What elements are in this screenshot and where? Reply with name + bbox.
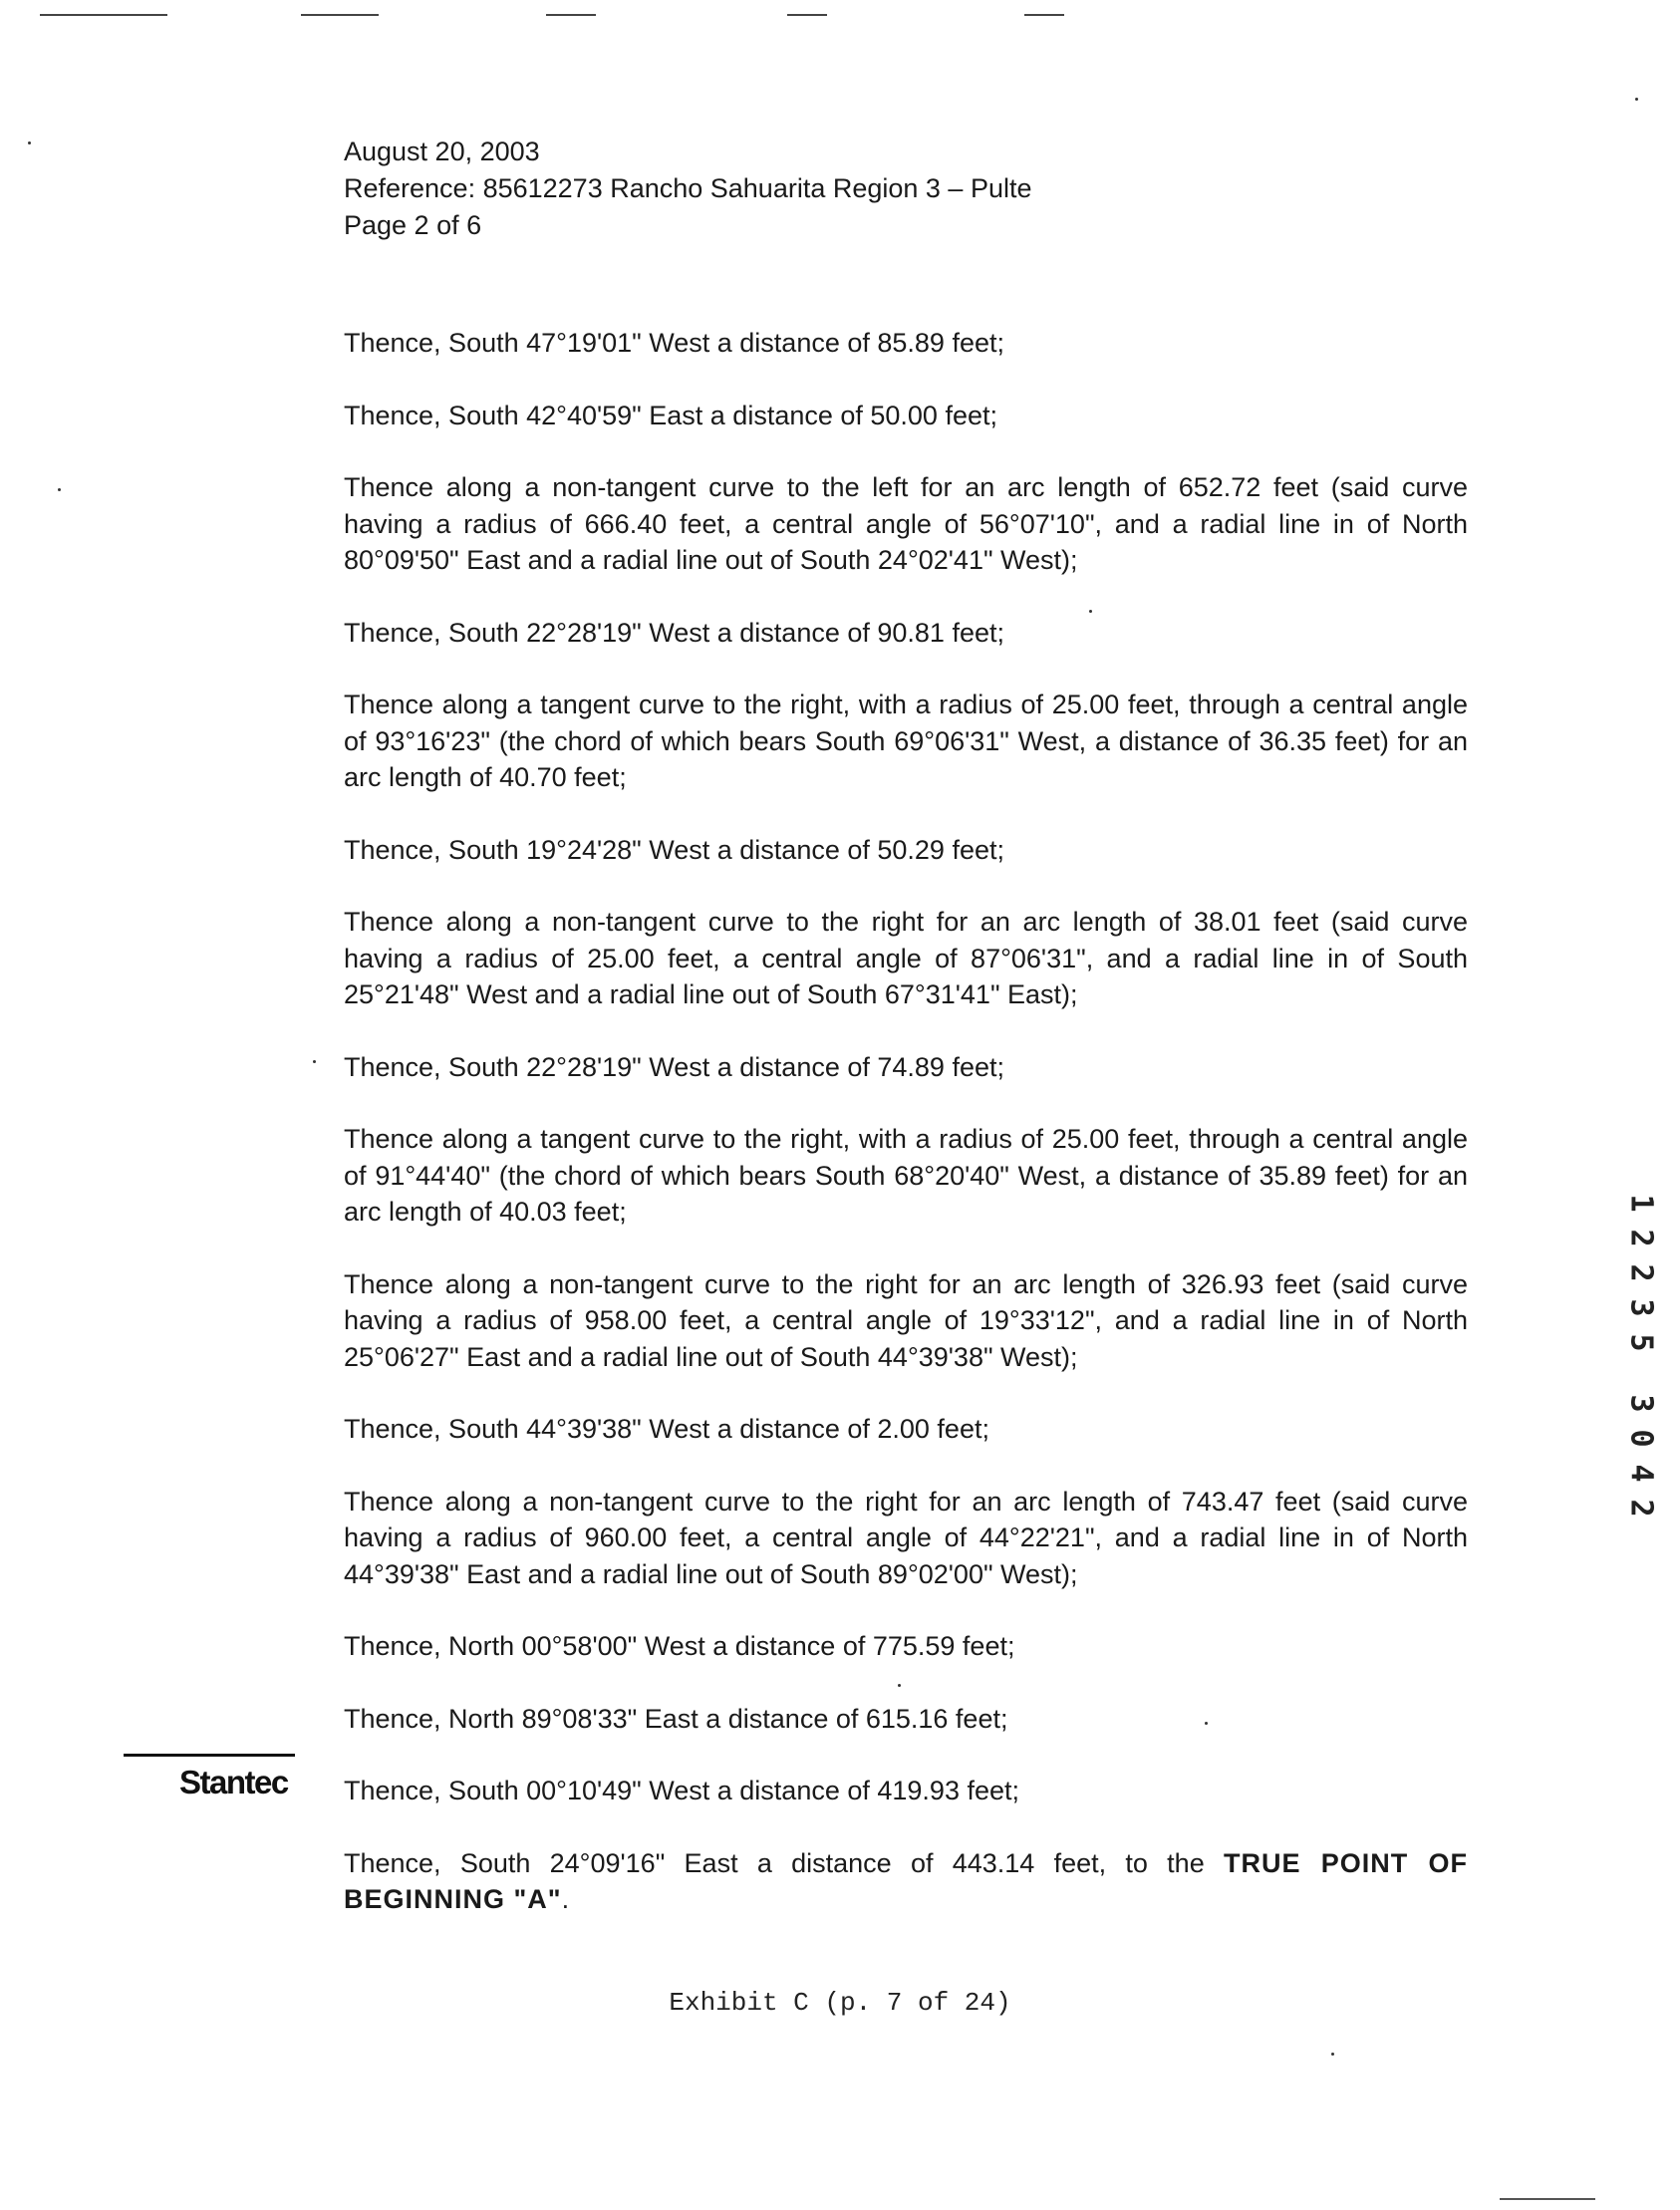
course-paragraph: Thence, South 47°19'01" West a distance of 85.89 feet;: [344, 328, 1004, 358]
scan-speck: [313, 1060, 316, 1063]
course-paragraph: Thence, South 00°10'49" West a distance of 419.93 feet;: [344, 1776, 1019, 1805]
stamp-digit: 3: [1623, 1298, 1659, 1317]
curve-paragraph: Thence along a non-tangent curve to the left for an arc length of 652.72 feet (said curve having a radius of 666.40 feet, a central angle of 56°07'10", and a radial line in of North 80°09'50" East and a radial line out of South 24°02'41" West);: [344, 472, 1468, 575]
recording-stamp: [1623, 1186, 1659, 1525]
scan-artifact-rule: [1500, 2198, 1595, 2200]
curve-paragraph: Thence along a tangent curve to the right, with a radius of 25.00 feet, through a central angle of 91°44'40" (the chord of which bears South 68°20'40" West, a distance of 35.89 feet) for an arc length of 40.03 feet;: [344, 1124, 1468, 1227]
stamp-digit: 0: [1623, 1429, 1659, 1448]
true-point-of-beginning: TRUE POINT OF BEGINNING "A": [344, 1847, 1469, 1914]
stamp-gap: [1626, 1360, 1656, 1386]
scan-artifact-rule: [1024, 14, 1064, 16]
curve-paragraph: Thence along a non-tangent curve to the right for an arc length of 743.47 feet (said curve having a radius of 960.00 feet, a central angle of 44°22'21", and a radial line in of North 44°39'38" East and a radial line out of South 89°02'00" West);: [344, 1486, 1468, 1589]
curve-paragraph: Thence along a non-tangent curve to the right for an arc length of 38.01 feet (said curve having a radius of 25.00 feet, a central angle of 87°06'31", and a radial line in of South 25°21'48" West and a radial line out of South 67°31'41" East);: [344, 907, 1468, 1009]
header-date: August 20, 2003: [344, 137, 540, 166]
scan-speck: [1635, 98, 1638, 101]
stamp-digit: 3: [1623, 1394, 1659, 1413]
exhibit-label: Exhibit C (p. 7 of 24): [669, 1988, 1011, 2018]
course-paragraph: Thence, South 44°39'38" West a distance of 2.00 feet;: [344, 1414, 989, 1444]
scan-artifact-rule: [546, 14, 596, 16]
header-page-number: Page 2 of 6: [344, 210, 482, 240]
stamp-digit: 2: [1623, 1229, 1659, 1247]
header-reference: Reference: 85612273 Rancho Sahuarita Region 3 – Pulte: [344, 173, 1032, 203]
course-paragraph: Thence, South 22°28'19" West a distance of 74.89 feet;: [344, 1051, 1004, 1082]
closing-period: .: [561, 1884, 570, 1914]
stamp-digit: 2: [1623, 1499, 1659, 1518]
scan-speck: [1331, 2053, 1334, 2056]
scan-artifact-rule: [40, 14, 167, 16]
course-paragraph: Thence, South 22°28'19" West a distance of 90.81 feet;: [344, 617, 1004, 648]
scan-artifact-rule: [301, 14, 379, 16]
stamp-digit: 2: [1623, 1263, 1659, 1282]
scan-speck: [58, 488, 61, 491]
course-paragraph: Thence, South 19°24'28" West a distance of 50.29 feet;: [344, 834, 1004, 865]
course-paragraph: Thence, North 89°08'33" East a distance of 615.16 feet;: [344, 1703, 1008, 1734]
closing-paragraph: [344, 1845, 1468, 1918]
curve-paragraph: Thence along a non-tangent curve to the right for an arc length of 326.93 feet (said curve having a radius of 958.00 feet, a central angle of 19°33'12", and a radial line in of North 25°06'27" East and a radial line out of South 44°39'38" West);: [344, 1268, 1468, 1372]
scan-artifact-rule: [787, 14, 827, 16]
course-paragraph: Thence, North 00°58'00" West a distance of 775.59 feet;: [344, 1631, 1015, 1661]
scan-speck: [28, 141, 31, 144]
stamp-digit: 1: [1623, 1194, 1659, 1213]
stamp-digit: 5: [1623, 1333, 1659, 1352]
curve-paragraph: Thence along a tangent curve to the right, with a radius of 25.00 feet, through a central angle of 93°16'23" (the chord of which bears South 69°06'31" West, a distance of 36.35 feet) for an arc length of 40.70 feet;: [344, 690, 1468, 792]
stamp-digit: 4: [1623, 1464, 1659, 1483]
course-paragraph: Thence, South 42°40'59" East a distance of 50.00 feet;: [344, 400, 997, 430]
logo-rule: [124, 1754, 295, 1757]
closing-text: Thence, South 24°09'16" East a distance of 443.14 feet, to the: [344, 1847, 1224, 1878]
letter-header: [344, 134, 1032, 244]
legal-description: [344, 325, 1468, 1954]
stantec-logo: Stantec: [179, 1764, 288, 1800]
